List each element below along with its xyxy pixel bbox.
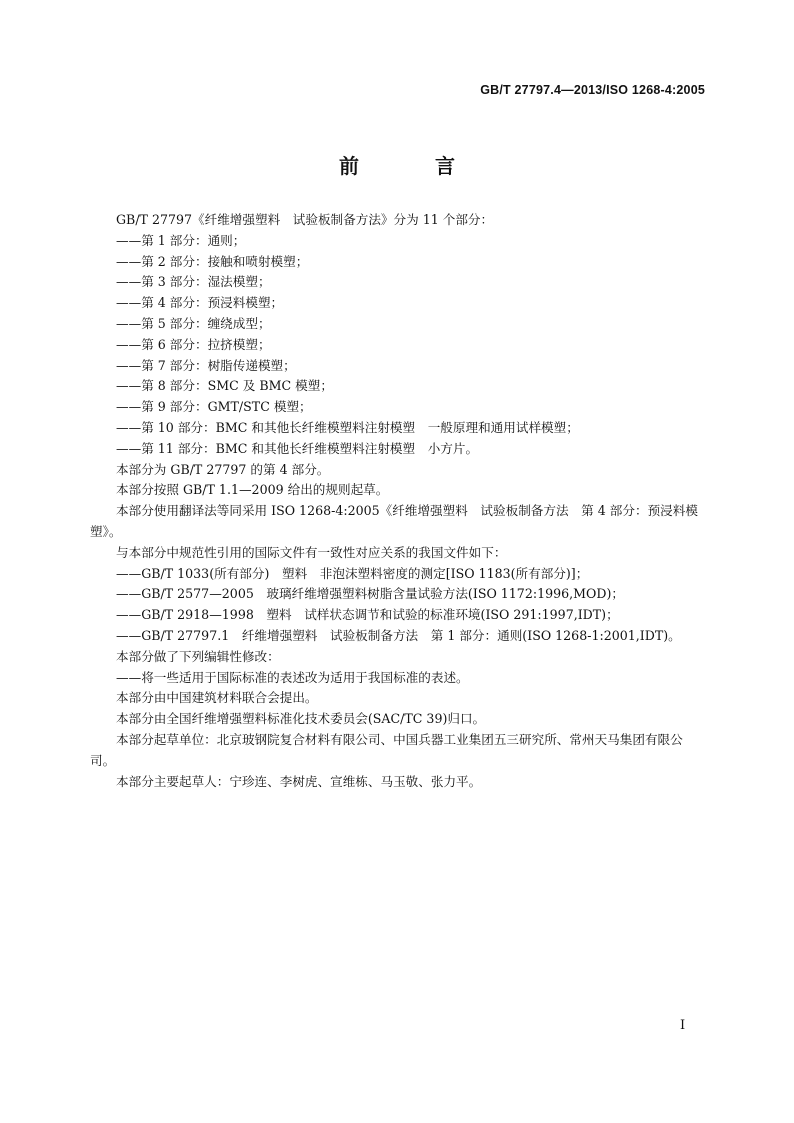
paragraph: GB/T 27797《纤维增强塑料 试验板制备方法》分为 11 个部分： xyxy=(116,212,494,227)
list-item: ——GB/T 1033(所有部分) 塑料 非泡沫塑料密度的测定[ISO 1183(所有部分)]； xyxy=(116,565,589,581)
paragraph: 本部分由中国建筑材料联合会提出。 xyxy=(116,690,318,706)
paragraph: 与本部分中规范性引用的国际文件有一致性对应关系的我国文件如下： xyxy=(116,544,507,560)
foreword-body xyxy=(90,210,706,792)
list-item: ——第 9 部分：GMT/STC 模塑； xyxy=(116,399,312,415)
list-item: ——第 7 部分：树脂传递模塑； xyxy=(116,357,296,373)
paragraph: 本部分主要起草人：宁珍连、李树虎、宣维栋、马玉敬、张力平。 xyxy=(116,773,482,789)
list-item: ——第 1 部分：通则； xyxy=(116,232,246,248)
list-item: ——GB/T 27797.1 纤维增强塑料 试验板制备方法 第 1 部分：通则(ISO 1268-1:2001,IDT)。 xyxy=(116,627,681,643)
paragraph: 本部分使用翻译法等同采用 ISO 1268-4:2005《纤维增强塑料 试验板制备方法 第 4 部分：预浸料模塑》。 xyxy=(90,503,698,539)
list-item: ——将一些适用于国际标准的表述改为适用于我国标准的表述。 xyxy=(116,669,469,685)
list-item: ——第 5 部分：缠绕成型； xyxy=(116,315,271,331)
list-item: ——第 8 部分：SMC 及 BMC 模塑； xyxy=(116,378,333,394)
paragraph: 本部分做了下列编辑性修改： xyxy=(116,648,280,664)
list-item: ——GB/T 2577—2005 玻璃纤维增强塑料树脂含量试验方法(ISO 1172:1996,MOD)； xyxy=(116,586,624,602)
page-title: 前 言 xyxy=(339,154,483,178)
list-item: ——第 11 部分：BMC 和其他长纤维模塑料注射模塑 小方片。 xyxy=(116,440,479,456)
list-item: ——第 2 部分：接触和喷射模塑； xyxy=(116,253,309,269)
list-item: ——第 4 部分：预浸料模塑； xyxy=(116,295,284,311)
page-number: I xyxy=(680,1018,686,1033)
paragraph: 本部分为 GB/T 27797 的第 4 部分。 xyxy=(116,461,330,477)
list-item: ——第 3 部分：湿法模塑； xyxy=(116,274,271,290)
list-item: ——第 6 部分：拉挤模塑； xyxy=(116,336,271,352)
list-item: ——GB/T 2918—1998 塑料 试样状态调节和试验的标准环境(ISO 291:1997,IDT)； xyxy=(116,607,619,623)
paragraph: 本部分起草单位：北京玻钢院复合材料有限公司、中国兵器工业集团五三研究所、常州天马集团有限公司。 xyxy=(90,731,683,768)
paragraph: 本部分按照 GB/T 1.1—2009 给出的规则起草。 xyxy=(116,482,389,498)
list-item: ——第 10 部分：BMC 和其他长纤维模塑料注射模塑 一般原理和通用试样模塑； xyxy=(116,419,579,435)
standard-number: GB/T 27797.4—2013/ISO 1268-4:2005 xyxy=(480,83,705,97)
paragraph: 本部分由全国纤维增强塑料标准化技术委员会(SAC/TC 39)归口。 xyxy=(116,711,486,727)
